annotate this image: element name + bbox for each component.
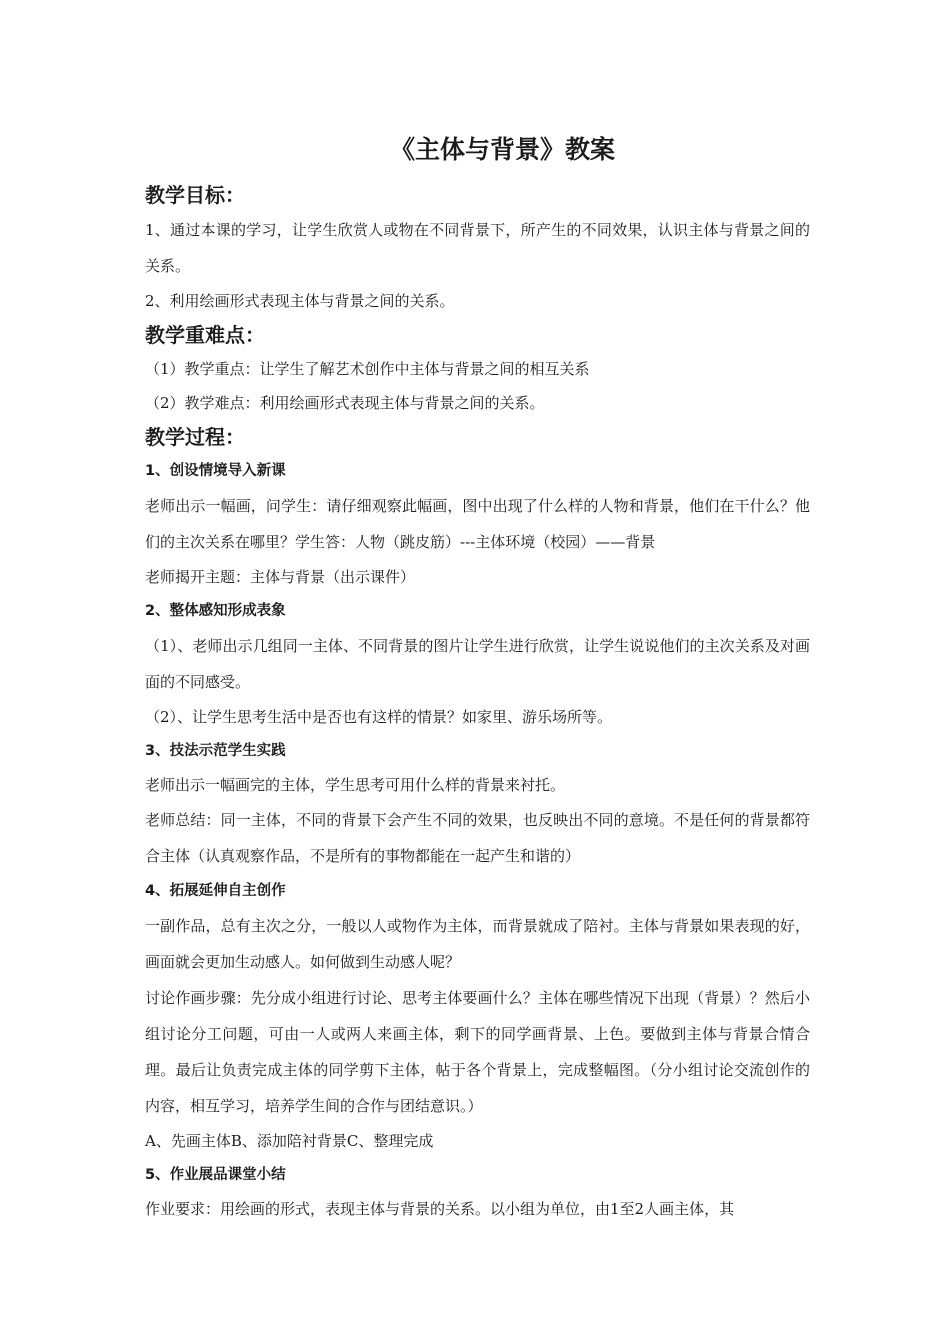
section-5-paragraph-1: 作业要求：用绘画的形式，表现主体与背景的关系。以小组为单位，由1至2人画主体，其 <box>145 1200 735 1218</box>
section-heading-4: 4、拓展延伸自主创作 <box>145 883 286 899</box>
document-title: 《主体与背景》教案 <box>389 135 615 164</box>
section-4-paragraph-3: A、先画主体B、添加陪衬背景C、整理完成 <box>145 1132 434 1150</box>
goal-item-2: 2、利用绘画形式表现主体与背景之间的关系。 <box>145 292 455 310</box>
section-heading-5: 5、作业展品课堂小结 <box>145 1167 286 1183</box>
goals-heading: 教学目标： <box>145 183 245 207</box>
section-heading-1: 1、创设情境导入新课 <box>145 463 286 479</box>
process-heading: 教学过程： <box>145 425 245 449</box>
section-heading-2: 2、整体感知形成表象 <box>145 603 286 619</box>
section-2-paragraph-1: （1）、老师出示几组同一主体、不同背景的图片让学生进行欣赏，让学生说说他们的主次关系及对画面的不同感受。 <box>145 637 810 691</box>
section-3-paragraph-1: 老师出示一幅画完的主体，学生思考可用什么样的背景来衬托。 <box>145 776 566 794</box>
key-point-2: （2）教学难点：利用绘画形式表现主体与背景之间的关系。 <box>145 394 545 412</box>
section-heading-3: 3、技法示范学生实践 <box>145 743 286 759</box>
section-3-paragraph-2: 老师总结：同一主体，不同的背景下会产生不同的效果，也反映出不同的意境。不是任何的背景都符合主体（认真观察作品，不是所有的事物都能在一起产生和谐的） <box>145 811 810 865</box>
section-1-paragraph-1: 老师出示一幅画，问学生：请仔细观察此幅画，图中出现了什么样的人物和背景，他们在干什么？他们的主次关系在哪里？学生答：人物（跳皮筋）---主体环境（校园）——背景 <box>145 497 810 551</box>
section-4-paragraph-2: 讨论作画步骤：先分成小组进行讨论、思考主体要画什么？主体在哪些情况下出现（背景）？然后小组讨论分工问题，可由一人或两人来画主体，剩下的同学画背景、上色。要做到主体与背景合情合理。最后让负责完成主体的同学剪下主体，帖于各个背景上，完成整幅图。（分小组讨论交流创作的内容，相互学习，培养学生间的合作与团结意识。） <box>145 989 810 1115</box>
key-point-1: （1）教学重点：让学生了解艺术创作中主体与背景之间的相互关系 <box>145 360 590 378</box>
section-2-paragraph-2: （2）、让学生思考生活中是否也有这样的情景？如家里、游乐场所等。 <box>145 708 613 726</box>
section-4-paragraph-1: 一副作品，总有主次之分，一般以人或物作为主体，而背景就成了陪衬。主体与背景如果表现的好，画面就会更加生动感人。如何做到生动感人呢？ <box>145 917 810 971</box>
key-points-heading: 教学重难点： <box>145 323 265 347</box>
goal-item-1: 1、通过本课的学习，让学生欣赏人或物在不同背景下，所产生的不同效果，认识主体与背景之间的关系。 <box>145 221 810 275</box>
section-1-paragraph-2: 老师揭开主题：主体与背景（出示课件） <box>145 568 416 586</box>
document-page <box>145 130 810 1226</box>
